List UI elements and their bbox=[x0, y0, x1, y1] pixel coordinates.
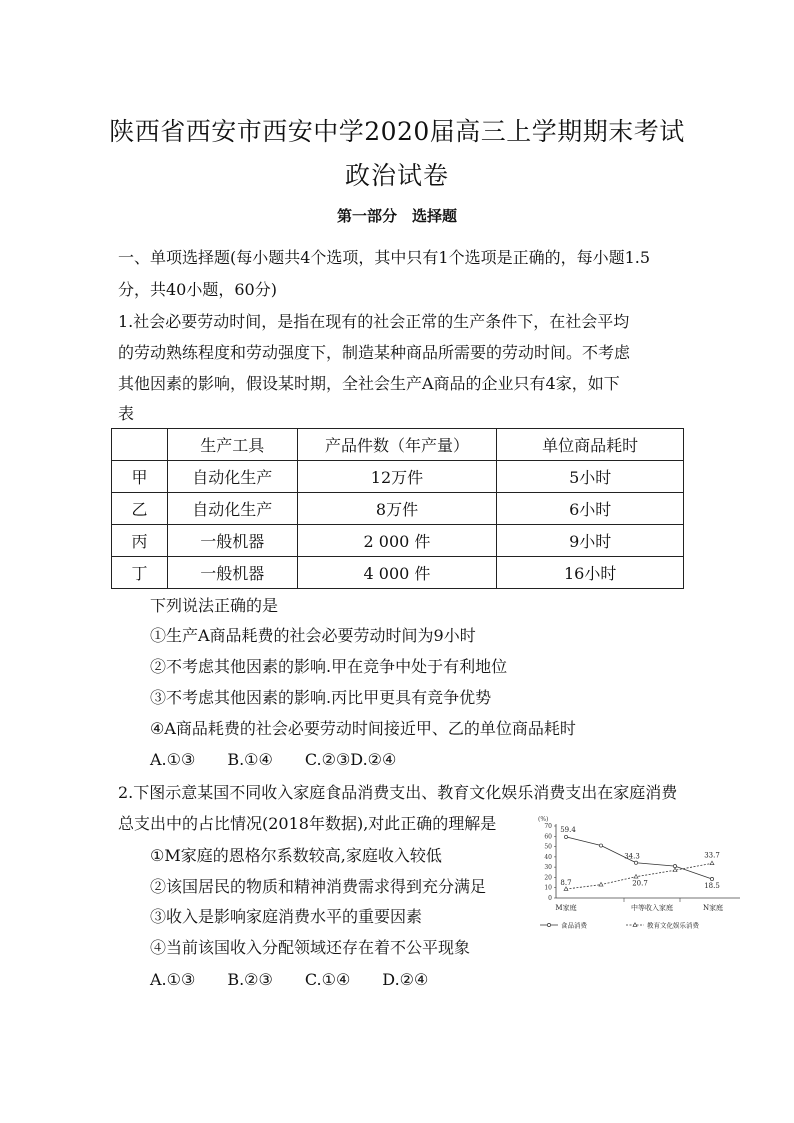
table-cell: 乙 bbox=[112, 493, 168, 525]
table-cell: 自动化生产 bbox=[167, 461, 297, 493]
table-row bbox=[112, 525, 684, 557]
table-cell: 9小时 bbox=[497, 525, 684, 557]
data-label-education: 33.7 bbox=[704, 851, 720, 860]
legend-label-education: 教育文化娱乐消费 bbox=[647, 921, 699, 930]
instructions-line-2: 分，共40小题，60分) bbox=[118, 280, 277, 299]
q1-stem-line: 其他因素的影响，假设某时期，全社会生产A商品的企业只有4家，如下 bbox=[118, 374, 620, 393]
q1-stem-line: 1.社会必要劳动时间，是指在现有的社会正常的生产条件下，在社会平均 bbox=[118, 312, 630, 331]
table-cell: 自动化生产 bbox=[167, 493, 297, 525]
data-point-food bbox=[710, 877, 713, 880]
q1-statement: ②不考虑其他因素的影响.甲在竞争中处于有利地位 bbox=[150, 657, 508, 676]
table-cell: 6小时 bbox=[497, 493, 684, 525]
x-tick-label: M家庭 bbox=[555, 904, 577, 912]
q1-statement: ③不考虑其他因素的影响.丙比甲更具有竞争优势 bbox=[150, 688, 492, 707]
y-tick-label: 40 bbox=[544, 853, 552, 861]
data-point-education bbox=[710, 861, 714, 865]
y-tick-label: 70 bbox=[544, 823, 552, 830]
q2-statement: ③收入是影响家庭消费水平的重要因素 bbox=[150, 907, 423, 926]
legend-label-food: 食品消费 bbox=[561, 921, 587, 930]
q1-prompt: 下列说法正确的是 bbox=[150, 596, 279, 615]
table-cell: 一般机器 bbox=[167, 525, 297, 557]
table-cell: 4 000 件 bbox=[297, 557, 497, 589]
data-point-food bbox=[634, 861, 637, 864]
data-point-food bbox=[673, 865, 676, 868]
table-cell: 2 000 件 bbox=[297, 525, 497, 557]
x-tick-label: 中等收入家庭 bbox=[631, 904, 673, 912]
table-cell: 甲 bbox=[112, 461, 168, 493]
table-row bbox=[112, 557, 684, 589]
q1-statement: ④A商品耗费的社会必要劳动时间接近甲、乙的单位商品耗时 bbox=[150, 719, 576, 738]
table-header-cell: 单位商品耗时 bbox=[497, 429, 684, 461]
q1-statement: ①生产A商品耗费的社会必要劳动时间为9小时 bbox=[150, 626, 476, 645]
y-tick-label: 10 bbox=[544, 884, 552, 892]
data-point-food bbox=[599, 844, 602, 847]
instructions-line-1: 一、单项选择题(每小题共4个选项，其中只有1个选项是正确的，每小题1.5 bbox=[118, 248, 651, 267]
table-row bbox=[112, 493, 684, 525]
table-header-cell: 产品件数（年产量） bbox=[297, 429, 497, 461]
doc-title: 陕西省西安市西安中学2020届高三上学期期末考试 bbox=[109, 117, 685, 146]
q1-table bbox=[111, 428, 684, 589]
data-point-education bbox=[634, 875, 638, 879]
section-heading: 第一部分 选择题 bbox=[336, 207, 457, 225]
data-point-food bbox=[564, 835, 567, 838]
table-cell: 5小时 bbox=[497, 461, 684, 493]
q2-options: A.①③ B.②③ C.①④ D.②④ bbox=[150, 970, 429, 989]
data-label-food: 18.5 bbox=[704, 881, 720, 890]
y-tick-label: 50 bbox=[544, 843, 552, 851]
table-header-cell bbox=[112, 429, 168, 461]
y-tick-label: 0 bbox=[548, 895, 552, 902]
q2-statement: ④当前该国收入分配领域还存在着不公平现象 bbox=[150, 938, 471, 957]
data-label-education: 20.7 bbox=[632, 879, 648, 888]
q1-stem-line: 表 bbox=[118, 404, 135, 423]
q1-stem-line: 的劳动熟练程度和劳动强度下，制造某种商品所需要的劳动时间。不考虑 bbox=[118, 343, 631, 362]
y-axis-label: (%) bbox=[538, 816, 549, 823]
q1-options: A.①③ B.①④ C.②③D.②④ bbox=[150, 750, 397, 769]
data-label-food: 59.4 bbox=[560, 825, 576, 834]
table-row bbox=[112, 461, 684, 493]
y-tick-label: 60 bbox=[544, 833, 552, 841]
y-tick-label: 20 bbox=[544, 874, 552, 882]
table-header-row bbox=[112, 429, 684, 461]
table-cell: 丁 bbox=[112, 557, 168, 589]
legend-marker-food bbox=[547, 923, 550, 926]
table-cell: 丙 bbox=[112, 525, 168, 557]
x-tick-label: N家庭 bbox=[702, 904, 724, 912]
q2-stem-line: 总支出中的占比情况(2018年数据),对此正确的理解是 bbox=[118, 814, 497, 833]
legend-marker-education bbox=[633, 923, 637, 927]
data-label-food: 34.3 bbox=[624, 852, 640, 861]
table-cell: 12万件 bbox=[297, 461, 497, 493]
table-cell: 16小时 bbox=[497, 557, 684, 589]
table-header-cell: 生产工具 bbox=[167, 429, 297, 461]
table-cell: 8万件 bbox=[297, 493, 497, 525]
table-cell: 一般机器 bbox=[167, 557, 297, 589]
q2-stem-line: 2.下图示意某国不同收入家庭食品消费支出、教育文化娱乐消费支出在家庭消费 bbox=[118, 783, 678, 802]
q2-statement: ①M家庭的恩格尔系数较高,家庭收入较低 bbox=[150, 846, 442, 865]
doc-subtitle: 政治试卷 bbox=[344, 161, 449, 190]
line-chart bbox=[528, 814, 752, 940]
data-label-education: 8.7 bbox=[560, 879, 572, 888]
q2-statement: ②该国居民的物质和精神消费需求得到充分满足 bbox=[150, 877, 487, 896]
y-tick-label: 30 bbox=[544, 864, 552, 872]
